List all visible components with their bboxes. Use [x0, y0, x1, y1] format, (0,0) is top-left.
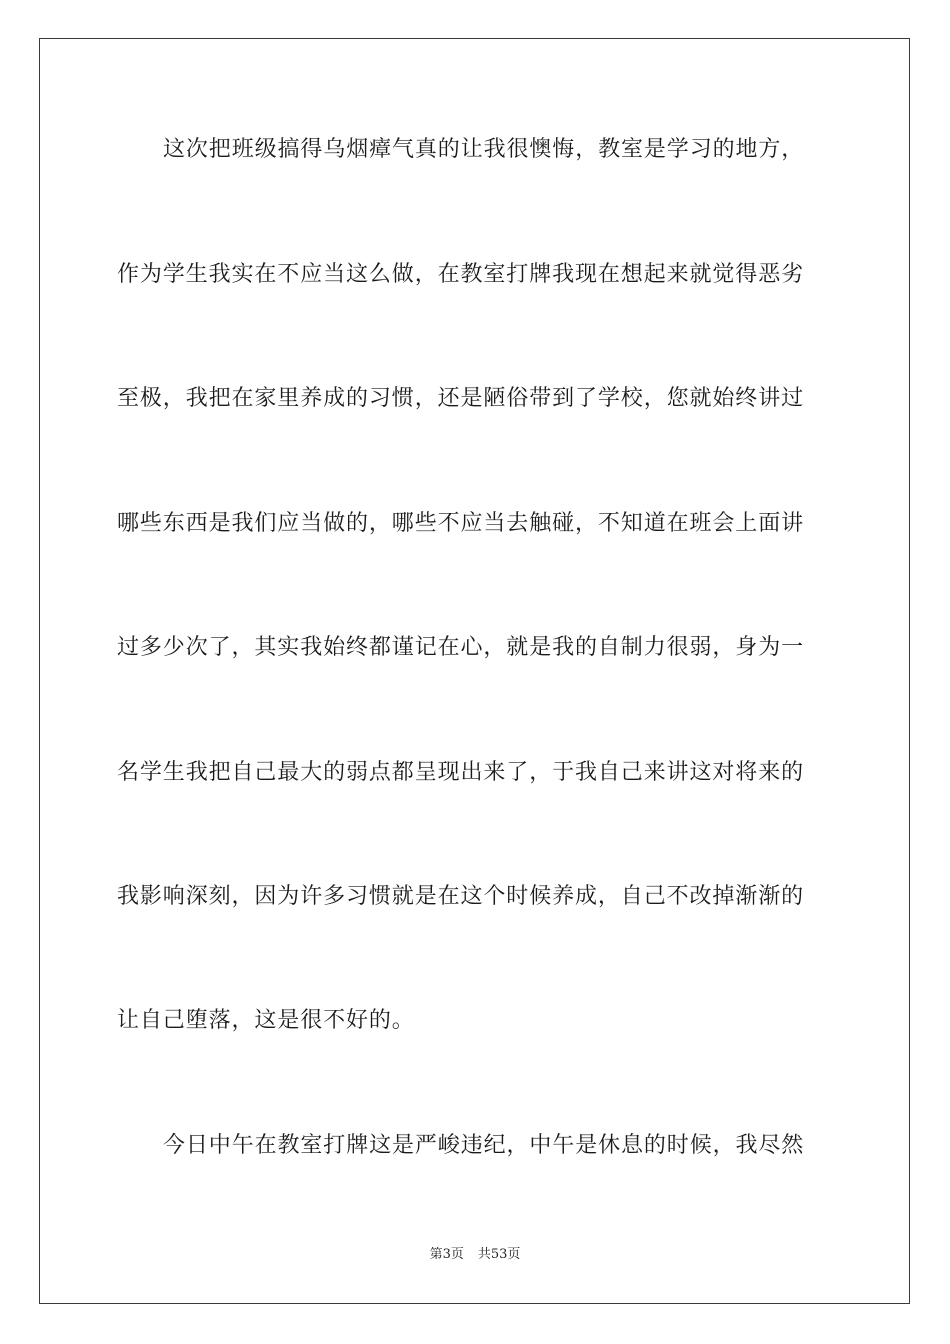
page-footer: [0, 1246, 950, 1264]
paragraph-1-line-5: 过多少次了，其实我始终都谨记在心，就是我的自制力很弱，身为一: [117, 635, 805, 660]
paragraph-2-line-1: 今日中午在教室打牌这是严峻违纪，中午是休息的时候，我尽然: [163, 1133, 805, 1158]
page-number: 第3页: [429, 1247, 464, 1262]
paragraph-1-line-8: 让自己堕落，这是很不好的。: [117, 1008, 415, 1033]
paragraph-1-line-7: 我影响深刻，因为许多习惯就是在这个时候养成，自己不改掉渐渐的: [117, 884, 805, 909]
paragraph-1-line-2: 作为学生我实在不应当这么做，在教室打牌我现在想起来就觉得恶劣: [117, 262, 805, 287]
page-total: 共53页: [477, 1247, 521, 1262]
page-border: [39, 38, 910, 1304]
paragraph-1-line-1: 这次把班级搞得乌烟瘴气真的让我很懊悔，教室是学习的地方，: [163, 137, 805, 162]
paragraph-1-line-4: 哪些东西是我们应当做的，哪些不应当去触碰，不知道在班会上面讲: [117, 511, 805, 536]
paragraph-1-line-3: 至极，我把在家里养成的习惯，还是陋俗带到了学校，您就始终讲过: [117, 386, 805, 411]
paragraph-1-line-6: 名学生我把自己最大的弱点都呈现出来了，于我自己来讲这对将来的: [117, 760, 805, 785]
